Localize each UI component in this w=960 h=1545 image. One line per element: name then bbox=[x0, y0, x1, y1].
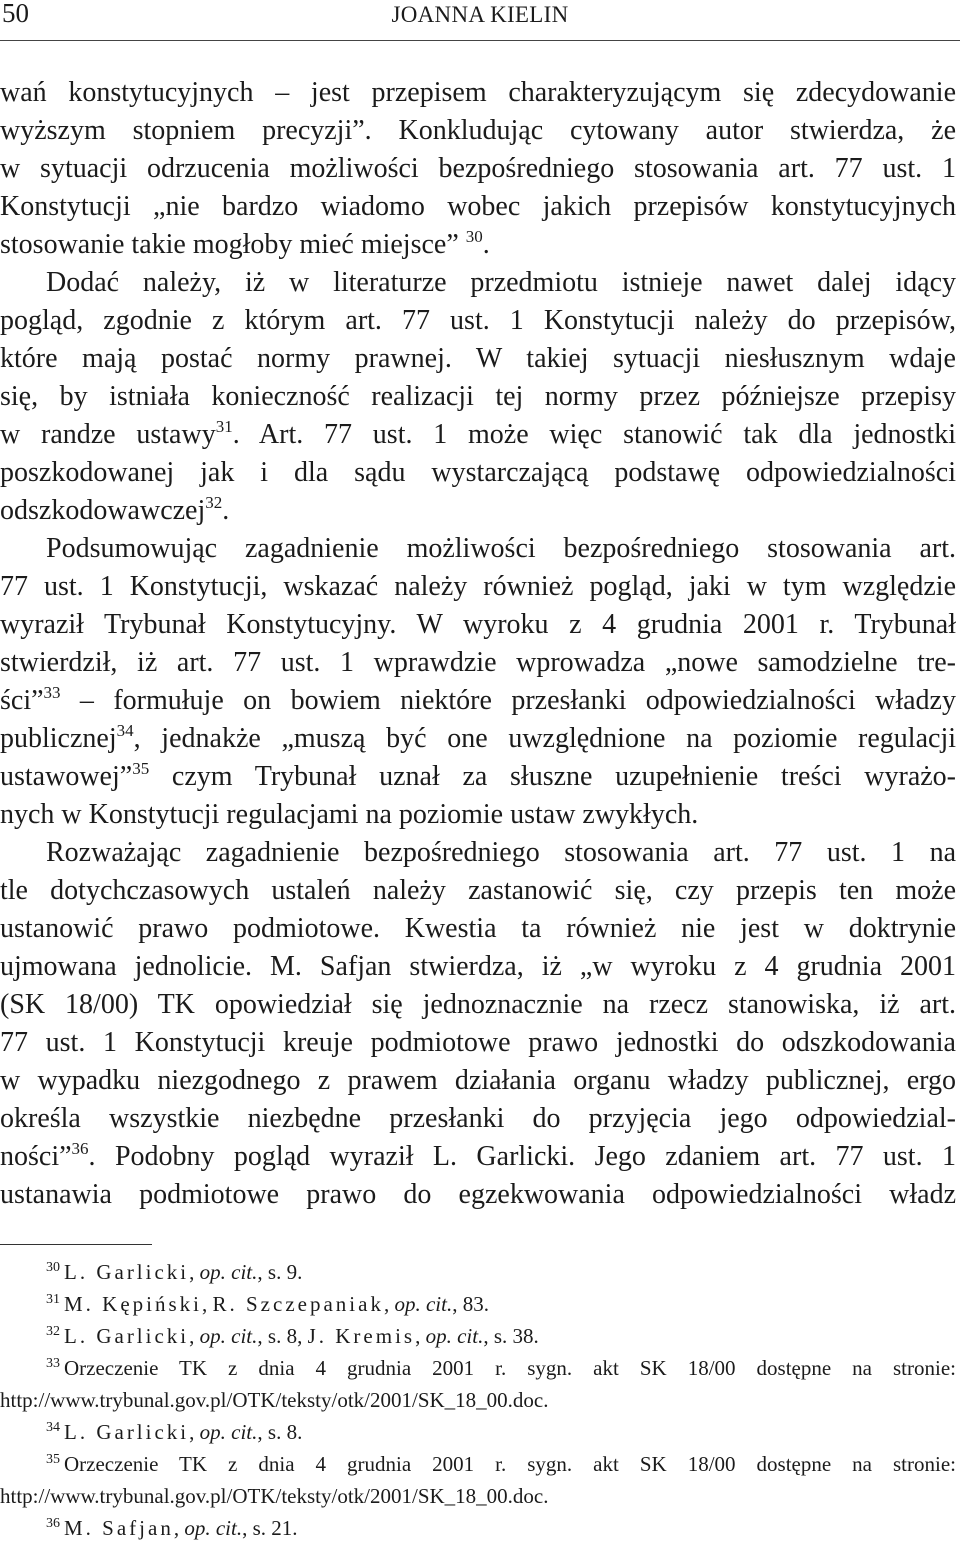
page-header bbox=[0, 0, 960, 40]
text-line bbox=[0, 226, 956, 264]
footnote-31 bbox=[0, 1288, 956, 1320]
text-run: – formułuje on bowiem niektóre przesłanki odpowiedzialności władzy bbox=[60, 685, 956, 716]
footnote-separator-text: , bbox=[383, 1292, 395, 1316]
footnote-separator-text: , bbox=[202, 1292, 213, 1316]
text-line: wyraził Trybunał Konstytucyjny. W wyroku z 4 grudnia 2001 r. Trybunał bbox=[0, 609, 956, 640]
text-line: ustanowić prawo podmiotowe. Kwestia ta również nie jest w doktrynie bbox=[0, 913, 956, 944]
text-run: czym Trybunał uznał za słuszne uzupełnienie treści wyrażo- bbox=[149, 761, 956, 792]
text-run: , jednakże „muszą być one uwzględnione na poziomie regulacji bbox=[133, 723, 956, 754]
text-run: odszkodowawczej bbox=[0, 495, 206, 526]
footnote-ref[interactable]: 35 bbox=[132, 759, 150, 778]
text-line bbox=[0, 416, 956, 454]
footnote-author: M. Kępiński bbox=[64, 1292, 202, 1316]
footnote-ref[interactable]: 30 bbox=[465, 227, 483, 246]
text-line: stwierdził, iż art. 77 ust. 1 wprawdzie wprowadza „nowe samodzielne tre- bbox=[0, 647, 956, 678]
footnote-36: $^{36}$ M. Safjan, op. cit., s. 21. bbox=[46, 1516, 298, 1540]
footnote-35 bbox=[0, 1448, 956, 1480]
footnote-text: , s. 21. bbox=[242, 1516, 298, 1540]
footnote-number: 36 bbox=[46, 1516, 60, 1531]
footnote-ref[interactable]: 32 bbox=[205, 493, 223, 512]
text-line: ustanawia podmiotowe prawo do egzekwowania odpowiedzialności władz bbox=[0, 1179, 956, 1210]
text-line: tle dotychczasowych ustaleń należy zastanowić się, czy przepis ten może bbox=[0, 875, 956, 906]
text-line: Rozważając zagadnienie bezpośredniego stosowania art. 77 ust. 1 na bbox=[46, 837, 956, 868]
footnote-author: L. Garlicki bbox=[64, 1420, 190, 1444]
footnote-30: $^{30}$ L. Garlicki, op. cit., s. 9. bbox=[46, 1260, 303, 1284]
footnote-url[interactable]: http://www.trybunal.gov.pl/OTK/teksty/otk/2001/SK_18_00.doc. bbox=[0, 1484, 549, 1508]
text-line bbox=[0, 492, 956, 530]
footnote-number: 33 bbox=[46, 1356, 60, 1371]
footnote-number: 30 bbox=[46, 1260, 60, 1275]
text-line bbox=[0, 720, 956, 758]
footnote-ref[interactable]: 36 bbox=[71, 1139, 89, 1158]
footnote-author: L. Garlicki bbox=[64, 1324, 190, 1348]
text-line: ujmowana jednolicie. M. Safjan stwierdza, iż „w wyroku z 4 grudnia 2001 bbox=[0, 951, 956, 982]
text-line: Podsumowując zagadnienie możliwości bezpośredniego stosowania art. bbox=[46, 533, 956, 564]
footnote-text: , s. 9. bbox=[257, 1260, 303, 1284]
footnote-op-cit: op. cit. bbox=[199, 1324, 258, 1348]
footnote-number: 31 bbox=[46, 1292, 60, 1307]
text-line bbox=[0, 682, 956, 720]
text-run: . bbox=[482, 229, 490, 260]
header-rule bbox=[0, 40, 960, 41]
footnote-author: M. Safjan bbox=[64, 1516, 174, 1540]
footnote-ref[interactable]: 33 bbox=[43, 683, 61, 702]
footnote-op-cit: op. cit. bbox=[184, 1516, 243, 1540]
page-number: 50 bbox=[2, 0, 29, 28]
footnote-33 bbox=[0, 1352, 956, 1384]
footnote-32 bbox=[0, 1320, 956, 1352]
text-line: się, by istniała konieczność realizacji tej normy przez późniejsze przepisy bbox=[0, 381, 956, 412]
footnote-text: Orzeczenie TK z dnia 4 grudnia 2001 r. sygn. akt SK 18/00 dostępne na stronie: bbox=[64, 1452, 956, 1476]
footnote-separator-text: , bbox=[415, 1324, 426, 1348]
footnote-text: , s. 8. bbox=[257, 1420, 303, 1444]
text-run: . Art. 77 ust. 1 może więc stanowić tak dla jednostki bbox=[232, 419, 956, 450]
footnote-text: Orzeczenie TK z dnia 4 grudnia 2001 r. sygn. akt SK 18/00 dostępne na stronie: bbox=[64, 1356, 956, 1380]
text-line: poszkodowanej jak i dla sądu wystarczającą podstawę odpowiedzialności bbox=[0, 457, 956, 488]
running-head: JOANNA KIELIN bbox=[391, 2, 569, 27]
footnote-text: , s. 38. bbox=[483, 1324, 539, 1348]
text-line: które mają postać normy prawnej. W takiej sytuacji niesłusznym wdaje bbox=[0, 343, 956, 374]
footnote-separator-text: , bbox=[189, 1324, 200, 1348]
footnote-text: , s. 8, bbox=[257, 1324, 308, 1348]
text-line: 77 ust. 1 Konstytucji, wskazać należy również pogląd, jaki w tym względzie bbox=[0, 571, 956, 602]
footnote-number: 32 bbox=[46, 1324, 60, 1339]
footnote-number: 35 bbox=[46, 1452, 60, 1467]
text-line: wyższym stopniem precyzji”. Konkludując cytowany autor stwierdza, że bbox=[0, 115, 956, 146]
footnote-url[interactable]: http://www.trybunal.gov.pl/OTK/teksty/otk/2001/SK_18_00.doc. bbox=[0, 1388, 549, 1412]
text-run: . Podobny pogląd wyraził L. Garlicki. Jego zdaniem art. 77 ust. 1 bbox=[88, 1141, 956, 1172]
text-run: stosowanie takie mogłoby mieć miejsce” bbox=[0, 229, 459, 260]
footnote-number: 34 bbox=[46, 1420, 60, 1435]
footnote-separator bbox=[0, 1244, 152, 1245]
text-run: publicznej bbox=[0, 723, 117, 754]
footnote-text: , 83. bbox=[452, 1292, 489, 1316]
footnotes bbox=[0, 1256, 956, 1544]
footnote-author: L. Garlicki bbox=[64, 1260, 190, 1284]
text-run: ności” bbox=[0, 1141, 72, 1172]
text-line: pogląd, zgodnie z którym art. 77 ust. 1 Konstytucji należy do przepisów, bbox=[0, 305, 956, 336]
text-run: ści” bbox=[0, 685, 44, 716]
main-text bbox=[0, 74, 956, 1214]
text-line: (SK 18/00) TK opowiedział się jednoznacznie na rzecz stanowiska, iż art. bbox=[0, 989, 956, 1020]
footnote-author: J. Kremis bbox=[307, 1324, 416, 1348]
footnote-author: R. Szczepaniak bbox=[212, 1292, 384, 1316]
text-line: Dodać należy, iż w literaturze przedmiotu istnieje nawet dalej idący bbox=[46, 267, 956, 298]
footnote-op-cit: op. cit. bbox=[199, 1260, 258, 1284]
text-line: w wypadku niezgodnego z prawem działania organu władzy publicznej, ergo bbox=[0, 1065, 956, 1096]
text-run: ustawowej” bbox=[0, 761, 133, 792]
footnote-ref[interactable]: 34 bbox=[116, 721, 134, 740]
text-line: określa wszystkie niezbędne przesłanki do przyjęcia jego odpowiedzial- bbox=[0, 1103, 956, 1134]
text-line bbox=[0, 758, 956, 796]
text-run: w randze ustawy bbox=[0, 419, 216, 450]
text-line: w sytuacji odrzucenia możliwości bezpośredniego stosowania art. 77 ust. 1 bbox=[0, 153, 956, 184]
footnote-ref[interactable]: 31 bbox=[215, 417, 233, 436]
footnote-op-cit: op. cit. bbox=[199, 1420, 258, 1444]
text-line: wań konstytucyjnych – jest przepisem charakteryzującym się zdecydowanie bbox=[0, 77, 956, 108]
footnote-op-cit: op. cit. bbox=[425, 1324, 484, 1348]
text-line: 77 ust. 1 Konstytucji kreuje podmiotowe prawo jednostki do odszkodowania bbox=[0, 1027, 956, 1058]
text-line: nych w Konstytucji regulacjami na poziomie ustaw zwykłych. bbox=[0, 799, 699, 830]
footnote-34: $^{34}$ L. Garlicki, op. cit., s. 8. bbox=[46, 1420, 303, 1444]
footnote-op-cit: op. cit. bbox=[394, 1292, 453, 1316]
text-line: Konstytucji „nie bardzo wiadomo wobec jakich przepisów konstytucyjnych bbox=[0, 191, 956, 222]
text-line bbox=[0, 1138, 956, 1176]
text-run: . bbox=[222, 495, 230, 526]
